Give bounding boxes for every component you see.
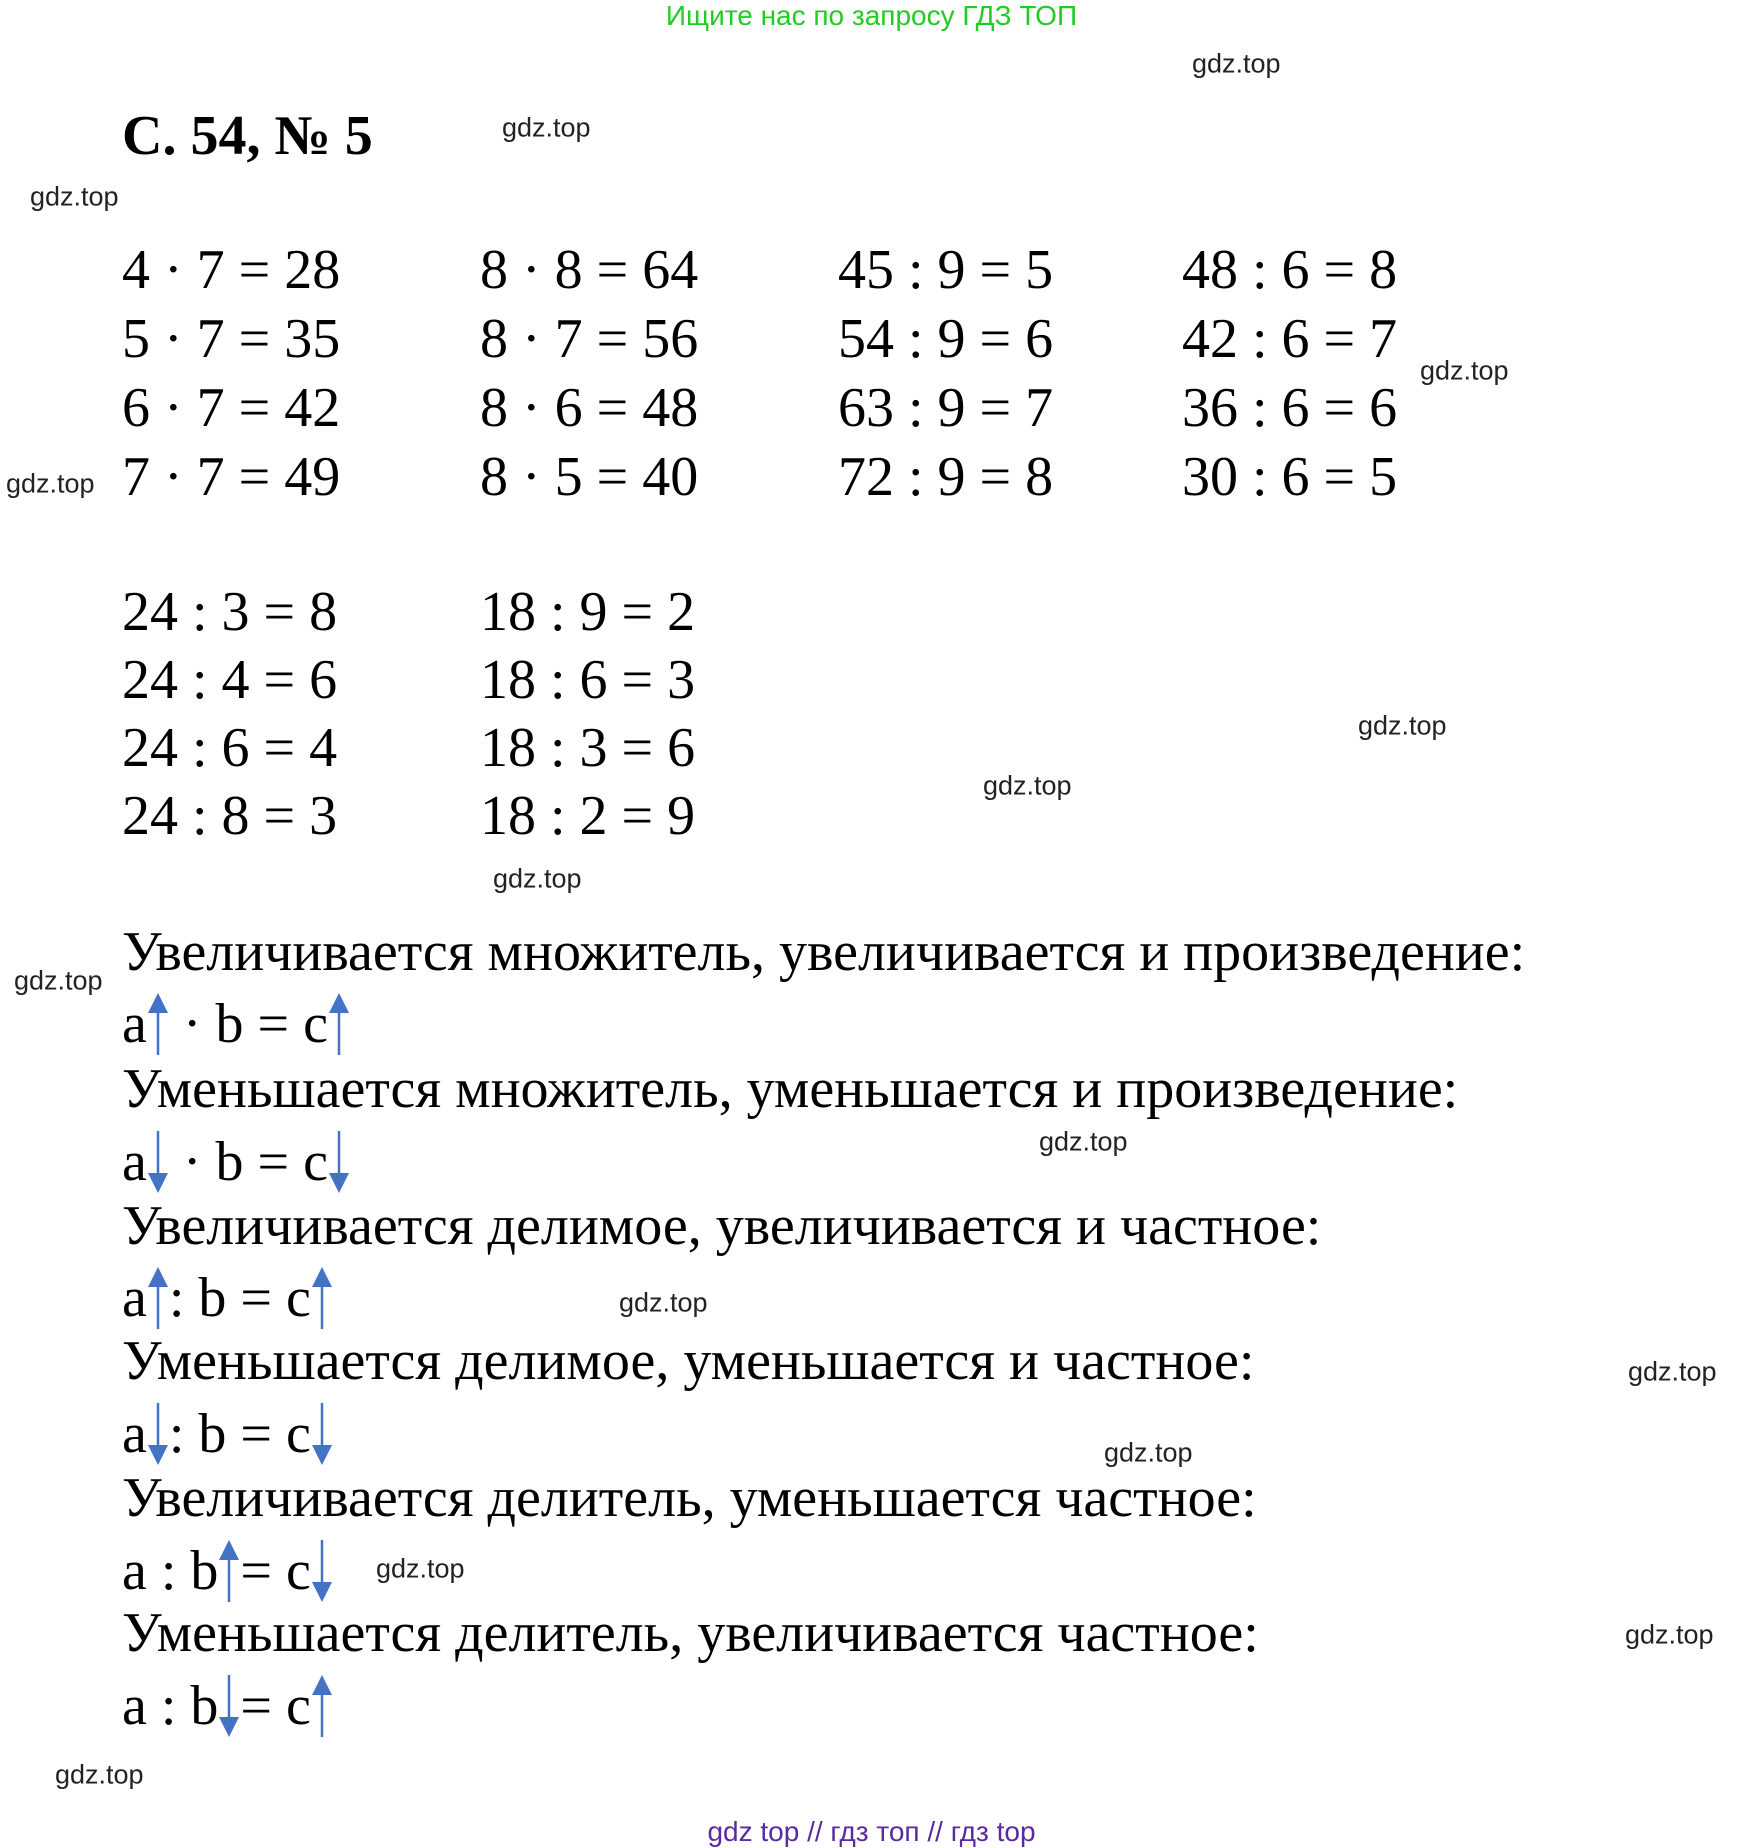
- equation: 5 · 7 = 35: [122, 308, 341, 370]
- formula-part: a: [122, 993, 147, 1055]
- footer-watermark: gdz top // гдз топ // гдз top: [707, 1816, 1036, 1847]
- rule-text: Уменьшается делитель, увеличивается частное:: [122, 1602, 1259, 1664]
- watermark-text: gdz.top: [6, 468, 95, 499]
- formula-part: = c: [240, 1540, 311, 1602]
- equation: 6 · 7 = 42: [122, 377, 341, 439]
- arrow-up-icon: [309, 1267, 335, 1329]
- watermark-text: gdz.top: [1192, 48, 1281, 79]
- formula-part: a: [122, 1267, 147, 1329]
- equation: 63 : 9 = 7: [838, 377, 1054, 439]
- watermark-text: gdz.top: [376, 1553, 465, 1584]
- watermark-text: gdz.top: [502, 112, 591, 143]
- equation: 45 : 9 = 5: [838, 239, 1054, 301]
- arrow-down-icon: [326, 1131, 352, 1193]
- formula-part: : b = c: [168, 1267, 311, 1329]
- rule-text: Уменьшается делимое, уменьшается и частное:: [122, 1330, 1255, 1392]
- equation: 18 : 9 = 2: [480, 581, 696, 643]
- watermark-text: gdz.top: [983, 770, 1072, 801]
- rule-formula: [122, 1130, 350, 1194]
- equation: 8 · 8 = 64: [480, 239, 699, 301]
- equation: 24 : 4 = 6: [122, 649, 338, 711]
- rule-text: Уменьшается множитель, уменьшается и произведение:: [122, 1058, 1459, 1120]
- equation: 72 : 9 = 8: [838, 446, 1054, 508]
- rule-text: Увеличивается делимое, увеличивается и частное:: [122, 1195, 1322, 1257]
- equation: 24 : 3 = 8: [122, 581, 338, 643]
- watermark-text: gdz.top: [619, 1287, 708, 1318]
- equation: 8 · 6 = 48: [480, 377, 699, 439]
- rule-text: Увеличивается делитель, уменьшается частное:: [122, 1467, 1257, 1529]
- formula-part: = c: [240, 1675, 311, 1737]
- formula-part: a : b: [122, 1540, 219, 1602]
- page-title: С. 54, № 5: [122, 105, 373, 167]
- watermark-text: gdz.top: [1039, 1126, 1128, 1157]
- equation: 54 : 9 = 6: [838, 308, 1054, 370]
- arrow-up-icon: [326, 993, 352, 1055]
- rule-formula: [122, 1674, 333, 1738]
- watermark-text: gdz.top: [55, 1759, 144, 1790]
- watermark-text: gdz.top: [1628, 1356, 1717, 1387]
- arrow-down-icon: [145, 1131, 171, 1193]
- arrow-down-icon: [145, 1403, 171, 1465]
- formula-part: a: [122, 1403, 147, 1465]
- arrow-up-icon: [145, 1267, 171, 1329]
- equation: 18 : 3 = 6: [480, 717, 696, 779]
- equation: 8 · 7 = 56: [480, 308, 699, 370]
- arrow-down-icon: [216, 1675, 242, 1737]
- rule-text: Увеличивается множитель, увеличивается и произведение:: [122, 921, 1526, 983]
- equation: 18 : 6 = 3: [480, 649, 696, 711]
- watermark-text: gdz.top: [493, 863, 582, 894]
- arrow-up-icon: [309, 1675, 335, 1737]
- watermark-text: gdz.top: [1420, 355, 1509, 386]
- formula-part: a: [122, 1131, 147, 1193]
- formula-part: · b = c: [168, 993, 328, 1055]
- watermark-text: gdz.top: [1358, 710, 1447, 741]
- formula-part: : b = c: [168, 1403, 311, 1465]
- equation: 24 : 8 = 3: [122, 785, 338, 847]
- equation: 18 : 2 = 9: [480, 785, 696, 847]
- watermark-text: gdz.top: [1104, 1437, 1193, 1468]
- watermark-text: gdz.top: [1625, 1619, 1714, 1650]
- rule-formula: [122, 1539, 333, 1603]
- rule-formula: [122, 1266, 333, 1330]
- search-hint-banner: Ищите нас по запросу ГДЗ ТОП: [665, 0, 1078, 31]
- arrow-up-icon: [145, 993, 171, 1055]
- rule-formula: [122, 1402, 333, 1466]
- rule-formula: [122, 992, 350, 1056]
- arrow-down-icon: [309, 1403, 335, 1465]
- equation: 42 : 6 = 7: [1182, 308, 1398, 370]
- equation: 8 · 5 = 40: [480, 446, 699, 508]
- equation: 7 · 7 = 49: [122, 446, 341, 508]
- arrow-down-icon: [309, 1540, 335, 1602]
- watermark-text: gdz.top: [30, 181, 119, 212]
- equation: 24 : 6 = 4: [122, 717, 338, 779]
- equation: 48 : 6 = 8: [1182, 239, 1398, 301]
- arrow-up-icon: [216, 1540, 242, 1602]
- equation: 36 : 6 = 6: [1182, 377, 1398, 439]
- equation: 30 : 6 = 5: [1182, 446, 1398, 508]
- formula-part: · b = c: [168, 1131, 328, 1193]
- formula-part: a : b: [122, 1675, 219, 1737]
- watermark-text: gdz.top: [14, 965, 103, 996]
- equation: 4 · 7 = 28: [122, 239, 341, 301]
